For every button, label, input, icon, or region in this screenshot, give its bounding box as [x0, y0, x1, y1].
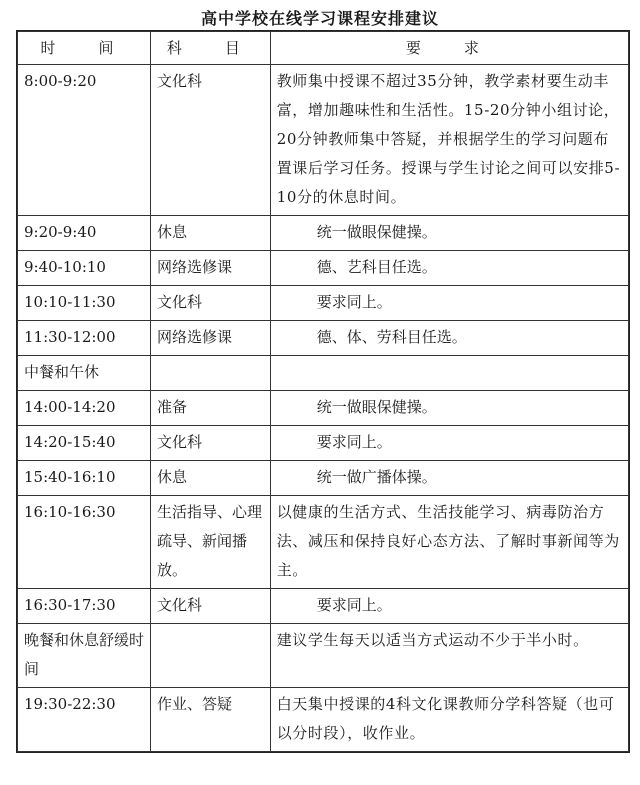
requirement-cell: 教师集中授课不超过35分钟，教学素材要生动丰富，增加趣味性和生活性。15-20分钟小组讨论，20分钟教师集中答疑，并根据学生的学习问题布置课后学习任务。授课与学生讨论之间可以安排5-10分的休息时间。	[270, 65, 628, 216]
requirement-cell: 统一做眼保健操。	[270, 391, 628, 426]
subject-cell: 网络选修课	[150, 251, 270, 286]
subject-cell: 休息	[150, 461, 270, 496]
table-row	[18, 589, 629, 624]
table-row	[18, 391, 629, 426]
time-cell: 8:00-9:20	[18, 65, 151, 216]
table-row	[18, 356, 629, 391]
requirement-cell: 以健康的生活方式、生活技能学习、病毒防治方法、减压和保持良好心态方法、了解时事新闻等为主。	[270, 496, 628, 589]
subject-cell: 文化科	[150, 286, 270, 321]
time-cell: 9:40-10:10	[18, 251, 151, 286]
subject-cell: 准备	[150, 391, 270, 426]
requirement-cell: 统一做广播体操。	[270, 461, 628, 496]
time-cell: 晚餐和休息舒缓时间	[18, 624, 151, 688]
subject-cell: 休息	[150, 216, 270, 251]
table-row	[18, 496, 629, 589]
time-cell: 14:00-14:20	[18, 391, 151, 426]
requirement-cell: 建议学生每天以适当方式运动不少于半小时。	[270, 624, 628, 688]
subject-cell: 文化科	[150, 65, 270, 216]
time-cell: 9:20-9:40	[18, 216, 151, 251]
subject-cell	[150, 356, 270, 391]
time-cell: 中餐和午休	[18, 356, 151, 391]
requirement-cell: 德、体、劳科目任选。	[270, 321, 628, 356]
requirement-cell: 统一做眼保健操。	[270, 216, 628, 251]
requirement-cell: 德、艺科目任选。	[270, 251, 628, 286]
subject-cell: 网络选修课	[150, 321, 270, 356]
time-cell: 16:10-16:30	[18, 496, 151, 589]
table-row	[18, 286, 629, 321]
time-cell: 16:30-17:30	[18, 589, 151, 624]
table-row	[18, 216, 629, 251]
schedule-table	[16, 30, 630, 753]
header-row	[18, 32, 629, 65]
subject-cell: 作业、答疑	[150, 688, 270, 752]
time-cell: 11:30-12:00	[18, 321, 151, 356]
header-requirement: 要 求	[270, 32, 628, 65]
requirement-cell: 白天集中授课的4科文化课教师分学科答疑（也可以分时段），收作业。	[270, 688, 628, 752]
subject-cell: 文化科	[150, 426, 270, 461]
table-row	[18, 321, 629, 356]
subject-cell	[150, 624, 270, 688]
time-cell: 15:40-16:10	[18, 461, 151, 496]
table-row	[18, 688, 629, 752]
document-title: 高中学校在线学习课程安排建议	[200, 9, 439, 28]
requirement-cell: 要求同上。	[270, 286, 628, 321]
table-row	[18, 624, 629, 688]
header-subject: 科 目	[150, 32, 270, 65]
time-cell: 19:30-22:30	[18, 688, 151, 752]
table-row	[18, 65, 629, 216]
requirement-cell	[270, 356, 628, 391]
requirement-cell: 要求同上。	[270, 589, 628, 624]
subject-cell: 文化科	[150, 589, 270, 624]
time-cell: 10:10-11:30	[18, 286, 151, 321]
table-row	[18, 251, 629, 286]
requirement-cell: 要求同上。	[270, 426, 628, 461]
header-time: 时 间	[18, 32, 151, 65]
table-row	[18, 461, 629, 496]
time-cell: 14:20-15:40	[18, 426, 151, 461]
table-row	[18, 426, 629, 461]
subject-cell: 生活指导、心理疏导、新闻播放。	[150, 496, 270, 589]
